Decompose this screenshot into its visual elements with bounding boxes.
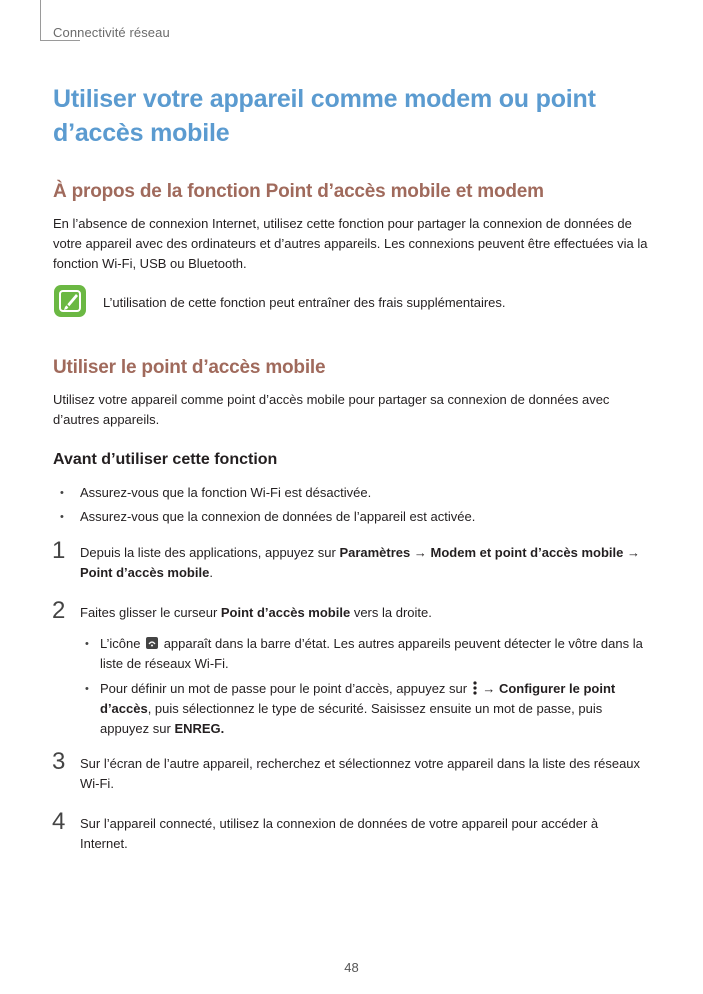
hotspot-body: Utilisez votre appareil comme point d’accès mobile pour partager sa connexion de données avec d’autres appareils. bbox=[53, 392, 610, 427]
step-number: 4 bbox=[52, 808, 66, 835]
bullet-dot: • bbox=[60, 487, 64, 499]
hotspot-status-icon bbox=[146, 637, 158, 649]
bullet-dot: • bbox=[85, 638, 89, 650]
margin-line bbox=[40, 0, 41, 40]
page-title: Utiliser votre appareil comme modem ou point d’accès mobile bbox=[53, 85, 596, 147]
about-heading: À propos de la fonction Point d’accès mobile et modem bbox=[53, 181, 544, 202]
step-number: 2 bbox=[52, 597, 66, 624]
page-number: 48 bbox=[344, 960, 359, 975]
before-heading: Avant d’utiliser cette fonction bbox=[53, 451, 278, 468]
header-rule bbox=[40, 40, 80, 41]
step-number: 1 bbox=[52, 537, 66, 564]
step-3-text: Sur l’écran de l’autre appareil, recherchez et sélectionnez votre appareil dans la liste des réseaux Wi-Fi. bbox=[80, 756, 641, 791]
note-text: L’utilisation de cette fonction peut entraîner des frais supplémentaires. bbox=[103, 295, 506, 310]
step-2-text: Faites glisser le curseur Point d’accès mobile vers la droite. bbox=[80, 605, 432, 620]
step-1-text: Depuis la liste des applications, appuyez sur Paramètres → Modem et point d’accès mobile → Point d’accès mobile. bbox=[80, 545, 640, 580]
step-4-text: Sur l’appareil connecté, utilisez la connexion de données de votre appareil pour accéder à Internet. bbox=[80, 816, 599, 851]
section-label: Connectivité réseau bbox=[53, 25, 170, 40]
note-icon bbox=[54, 285, 86, 317]
more-options-icon bbox=[472, 681, 478, 695]
about-body: En l’absence de connexion Internet, utilisez cette fonction pour partager la connexion de données de votre appareil avec des ordinateurs et d’autres appareils. Les connexions peuvent être effectuées via la fonction Wi-Fi, USB ou Bluetooth. bbox=[53, 216, 648, 271]
step-2-sub-2: Pour définir un mot de passe pour le point d’accès, appuyez sur → Configurer le point d’accès, puis sélectionnez le type de sécurité. Saisissez ensuite un mot de passe, puis appuyez sur ENREG. bbox=[100, 681, 616, 736]
main-content bbox=[53, 82, 653, 150]
bullet-text: Assurez-vous que la fonction Wi-Fi est désactivée. bbox=[80, 485, 372, 500]
bullet-dot: • bbox=[60, 511, 64, 523]
bullet-text: Assurez-vous que la connexion de données de l’appareil est activée. bbox=[80, 509, 476, 524]
step-2-sub-1: L’icône apparaît dans la barre d’état. Les autres appareils peuvent détecter le vôtre dans la liste de réseaux Wi-Fi. bbox=[100, 636, 643, 671]
bullet-dot: • bbox=[85, 683, 89, 695]
hotspot-heading: Utiliser le point d’accès mobile bbox=[53, 357, 326, 378]
step-number: 3 bbox=[52, 748, 66, 775]
